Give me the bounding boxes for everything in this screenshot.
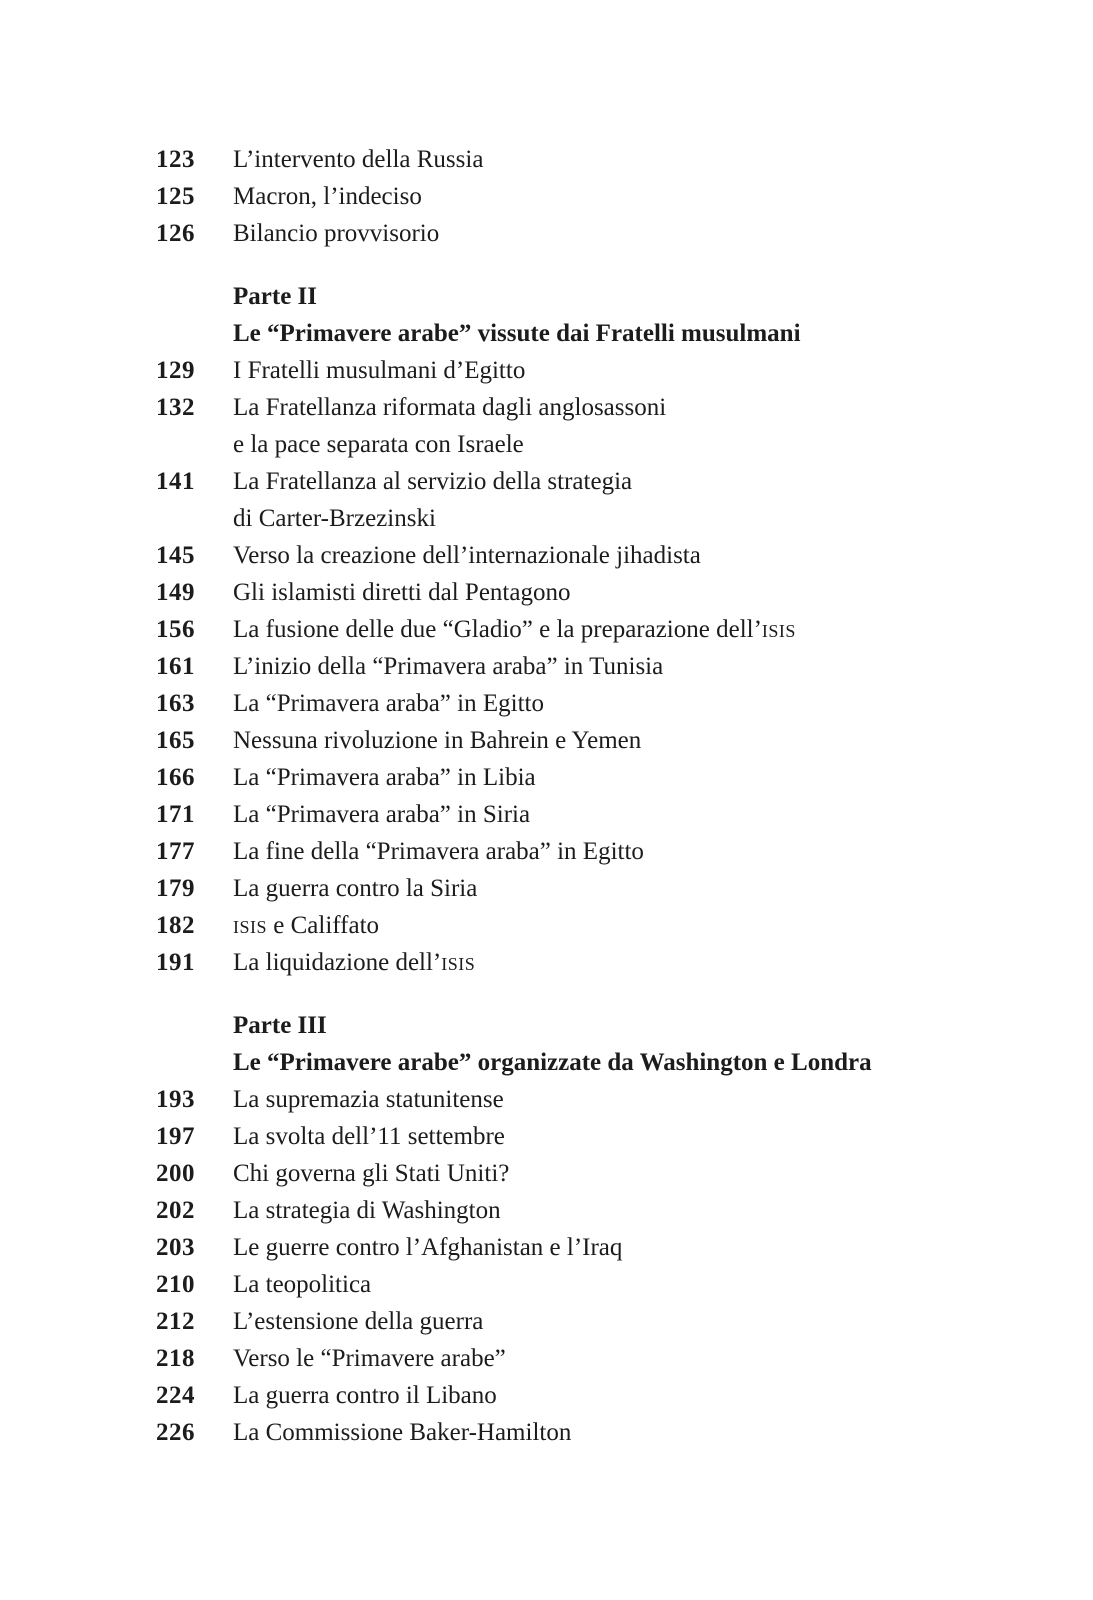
smallcaps-text: isis	[233, 912, 268, 939]
toc-part-heading	[138, 1007, 1033, 1081]
chapter-title	[233, 1377, 497, 1414]
page-number: 156	[156, 616, 195, 643]
chapter-title	[233, 574, 570, 611]
chapter-title	[233, 537, 701, 574]
page-number: 193	[156, 1086, 195, 1113]
page-number: 191	[156, 949, 195, 976]
toc-entry	[138, 648, 1033, 685]
title-text: La strategia di Washington	[233, 1197, 501, 1224]
title-text: La guerra contro la Siria	[233, 875, 478, 902]
title-line	[233, 1081, 504, 1118]
title-text: Le guerre contro l’Afghanistan e l’Iraq	[233, 1234, 623, 1261]
toc-entry	[138, 611, 1033, 648]
title-text: L’intervento della Russia	[233, 146, 484, 173]
page-number: 171	[156, 801, 195, 828]
chapter-title	[233, 1192, 501, 1229]
title-text: La “Primavera araba” in Libia	[233, 764, 536, 791]
title-line	[233, 426, 666, 463]
toc-entry	[138, 1229, 1033, 1266]
title-text: La teopolitica	[233, 1271, 372, 1298]
chapter-title	[233, 611, 796, 648]
page-number: 179	[156, 875, 195, 902]
title-text: Gli islamisti diretti dal Pentagono	[233, 579, 571, 606]
title-text: La Fratellanza riformata dagli anglosassoni	[233, 394, 667, 421]
part-title	[233, 1007, 872, 1081]
toc-entry	[138, 1303, 1033, 1340]
chapter-title	[233, 907, 379, 944]
page-number: 129	[156, 357, 195, 384]
chapter-title	[233, 759, 536, 796]
chapter-title	[233, 178, 422, 215]
toc-entry	[138, 352, 1033, 389]
title-text: Le “Primavere arabe” vissute dai Fratelli musulmani	[233, 320, 801, 347]
title-line	[233, 389, 666, 426]
chapter-title	[233, 463, 632, 537]
page-number: 200	[156, 1160, 195, 1187]
toc-entry	[138, 907, 1033, 944]
chapter-title	[233, 1081, 504, 1118]
page-number: 126	[156, 220, 195, 247]
chapter-title	[233, 352, 525, 389]
page-number: 125	[156, 183, 195, 210]
title-text: La fine della “Primavera araba” in Egitto	[233, 838, 644, 865]
chapter-title	[233, 648, 663, 685]
title-line	[233, 574, 570, 611]
title-text: Verso la creazione dell’internazionale jihadista	[233, 542, 701, 569]
toc-entry	[138, 833, 1033, 870]
toc-entry	[138, 1192, 1033, 1229]
title-text: La “Primavera araba” in Siria	[233, 801, 531, 828]
title-text: La liquidazione dell’	[233, 949, 442, 976]
title-line	[233, 1377, 497, 1414]
toc-entry	[138, 178, 1033, 215]
title-text: La fusione delle due “Gladio” e la preparazione dell’	[233, 616, 762, 643]
toc-entry	[138, 215, 1033, 252]
page-number: 177	[156, 838, 195, 865]
title-line	[233, 1266, 371, 1303]
chapter-title	[233, 1303, 483, 1340]
page-number: 202	[156, 1197, 195, 1224]
toc-entry	[138, 389, 1033, 463]
title-line	[233, 759, 536, 796]
toc-entry	[138, 1377, 1033, 1414]
page-number: 224	[156, 1382, 195, 1409]
page-number: 141	[156, 468, 195, 495]
smallcaps-text: isis	[441, 949, 476, 976]
chapter-title	[233, 685, 544, 722]
title-text: Verso le “Primavere arabe”	[233, 1345, 506, 1372]
title-line	[233, 1044, 872, 1081]
toc-entry	[138, 870, 1033, 907]
page-number: 203	[156, 1234, 195, 1261]
title-text: Parte III	[233, 1012, 327, 1039]
title-text: di Carter-Brzezinski	[233, 505, 436, 532]
title-line	[233, 1340, 506, 1377]
toc-entry	[138, 537, 1033, 574]
title-line	[233, 833, 644, 870]
title-text: L’estensione della guerra	[233, 1308, 484, 1335]
toc-entry	[138, 1340, 1033, 1377]
title-text: e Califfato	[267, 912, 380, 939]
page-number: 210	[156, 1271, 195, 1298]
title-text: La supremazia statunitense	[233, 1086, 504, 1113]
title-line	[233, 796, 530, 833]
title-line	[233, 1155, 509, 1192]
title-line	[233, 1229, 622, 1266]
title-line	[233, 278, 801, 315]
toc-entry	[138, 141, 1033, 178]
toc-entry	[138, 574, 1033, 611]
title-text: Bilancio provvisorio	[233, 220, 440, 247]
title-line	[233, 141, 483, 178]
chapter-title	[233, 1266, 371, 1303]
title-line	[233, 870, 477, 907]
page-number: 163	[156, 690, 195, 717]
title-line	[233, 1118, 505, 1155]
chapter-title	[233, 1229, 622, 1266]
title-text: La guerra contro il Libano	[233, 1382, 497, 1409]
chapter-title	[233, 1414, 571, 1451]
toc-entry	[138, 1155, 1033, 1192]
toc-entry	[138, 1081, 1033, 1118]
title-line	[233, 1303, 483, 1340]
title-line	[233, 178, 422, 215]
title-line	[233, 352, 525, 389]
title-text: e la pace separata con Israele	[233, 431, 524, 458]
title-text: Parte II	[233, 283, 317, 310]
chapter-title	[233, 722, 641, 759]
toc-entry	[138, 1414, 1033, 1451]
toc-entry	[138, 463, 1033, 537]
toc-part-heading	[138, 278, 1033, 352]
title-text: Nessuna rivoluzione in Bahrein e Yemen	[233, 727, 642, 754]
title-line	[233, 215, 439, 252]
title-line	[233, 944, 475, 981]
chapter-title	[233, 796, 530, 833]
title-line	[233, 537, 701, 574]
title-line	[233, 1007, 872, 1044]
page-number: 161	[156, 653, 195, 680]
title-line	[233, 722, 641, 759]
chapter-title	[233, 389, 666, 463]
title-line	[233, 685, 544, 722]
title-line	[233, 648, 663, 685]
page-number: 132	[156, 394, 195, 421]
title-line	[233, 315, 801, 352]
title-line	[233, 611, 796, 648]
title-text: I Fratelli musulmani d’Egitto	[233, 357, 526, 384]
chapter-title	[233, 141, 483, 178]
title-text: La svolta dell’11 settembre	[233, 1123, 505, 1150]
title-text: La Fratellanza al servizio della strategia	[233, 468, 633, 495]
page-number: 145	[156, 542, 195, 569]
page-number: 218	[156, 1345, 195, 1372]
chapter-title	[233, 1118, 505, 1155]
chapter-title	[233, 215, 439, 252]
title-text: La “Primavera araba” in Egitto	[233, 690, 544, 717]
chapter-title	[233, 1340, 506, 1377]
page-number: 197	[156, 1123, 195, 1150]
toc-entry	[138, 1266, 1033, 1303]
smallcaps-text: isis	[761, 616, 796, 643]
title-line	[233, 1192, 501, 1229]
title-line	[233, 500, 632, 537]
page-number: 165	[156, 727, 195, 754]
title-line	[233, 907, 379, 944]
page-number: 166	[156, 764, 195, 791]
page-number: 182	[156, 912, 195, 939]
toc-entry	[138, 1118, 1033, 1155]
part-title	[233, 278, 801, 352]
toc-list	[138, 141, 1033, 1451]
title-line	[233, 463, 632, 500]
chapter-title	[233, 833, 644, 870]
page-number: 226	[156, 1419, 195, 1446]
title-text: Chi governa gli Stati Uniti?	[233, 1160, 510, 1187]
title-text: Macron, l’indeciso	[233, 183, 422, 210]
chapter-title	[233, 1155, 509, 1192]
title-text: La Commissione Baker-Hamilton	[233, 1419, 572, 1446]
toc-entry	[138, 722, 1033, 759]
page-number: 149	[156, 579, 195, 606]
page-number: 212	[156, 1308, 195, 1335]
chapter-title	[233, 870, 477, 907]
toc-entry	[138, 944, 1033, 981]
title-text: L’inizio della “Primavera araba” in Tunisia	[233, 653, 664, 680]
toc-entry	[138, 759, 1033, 796]
title-line	[233, 1414, 571, 1451]
toc-entry	[138, 796, 1033, 833]
page-number: 123	[156, 146, 195, 173]
chapter-title	[233, 944, 475, 981]
title-text: Le “Primavere arabe” organizzate da Washington e Londra	[233, 1049, 872, 1076]
toc-entry	[138, 685, 1033, 722]
